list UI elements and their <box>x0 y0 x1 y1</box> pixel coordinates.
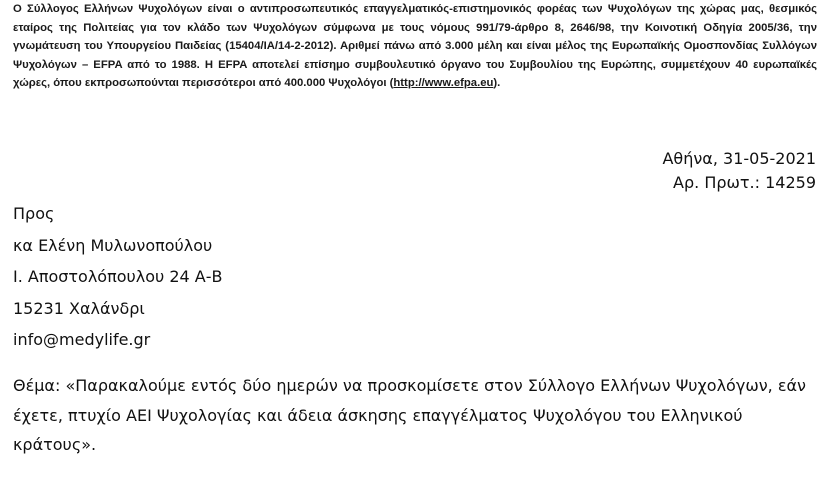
recipient-city: 15231 Χαλάνδρι <box>13 298 145 318</box>
to-label: Προς <box>13 204 55 223</box>
subject-paragraph: Θέμα: «Παρακαλούμε εντός δύο ημερών να προσκομίσετε στον Σύλλογο Ελλήνων Ψυχολόγων, εάν έχετε, πτυχίο ΑΕΙ Ψυχολογίας και άδεια άσκησης επαγγέλματος Ψυχολόγου του Ελληνικού κράτους». <box>13 376 806 454</box>
intro-text: Ο Σύλλογος Ελλήνων Ψυχολόγων είναι ο αντιπροσωπευτικός επαγγελματικός-επιστημονικός φορέας των Ψυχολόγων της χώρας μας, θεσμικός εταίρος της Πολιτείας για τον κλάδο των Ψυχολόγων σύμφωνα με τους νόμους 991/79-άρθρο 8, 2646/98, την Κοινοτική Οδηγία 2005/36, την γνωμάτευση του Υπουργείου Παιδείας (15404/ΙΑ/14-2-2012). Αριθμεί πάνω από 3.000 μέλη και είναι μέλος της Ευρωπαϊκής Ομοσπονδίας Συλλόγων Ψυχολόγων – EFPA από το 1988. Η EFPA αποτελεί επίσημο συμβουλευτικό όργανο του Συμβουλίου της Ευρώπης, συμμετέχουν 40 ευρωπαϊκές χώρες, όπου εκπροσωπούνται περισσότεροι από 400.000 Ψυχολόγοι ( <box>13 3 817 89</box>
recipient-email: info@medylife.gr <box>13 330 151 349</box>
date-and-protocol <box>662 147 816 195</box>
recipient-name: κα Ελένη Μυλωνοπούλου <box>13 235 213 255</box>
letterhead-intro <box>13 0 817 93</box>
intro-text-end: ). <box>493 77 501 89</box>
efpa-link[interactable]: http://www.efpa.eu <box>393 77 494 89</box>
recipient-address <box>13 198 223 356</box>
date-line: Αθήνα, 31-05-2021 <box>662 149 816 168</box>
recipient-street: Ι. Αποστολόπουλου 24 Α-Β <box>13 267 223 286</box>
protocol-number: Αρ. Πρωτ.: 14259 <box>673 173 816 192</box>
